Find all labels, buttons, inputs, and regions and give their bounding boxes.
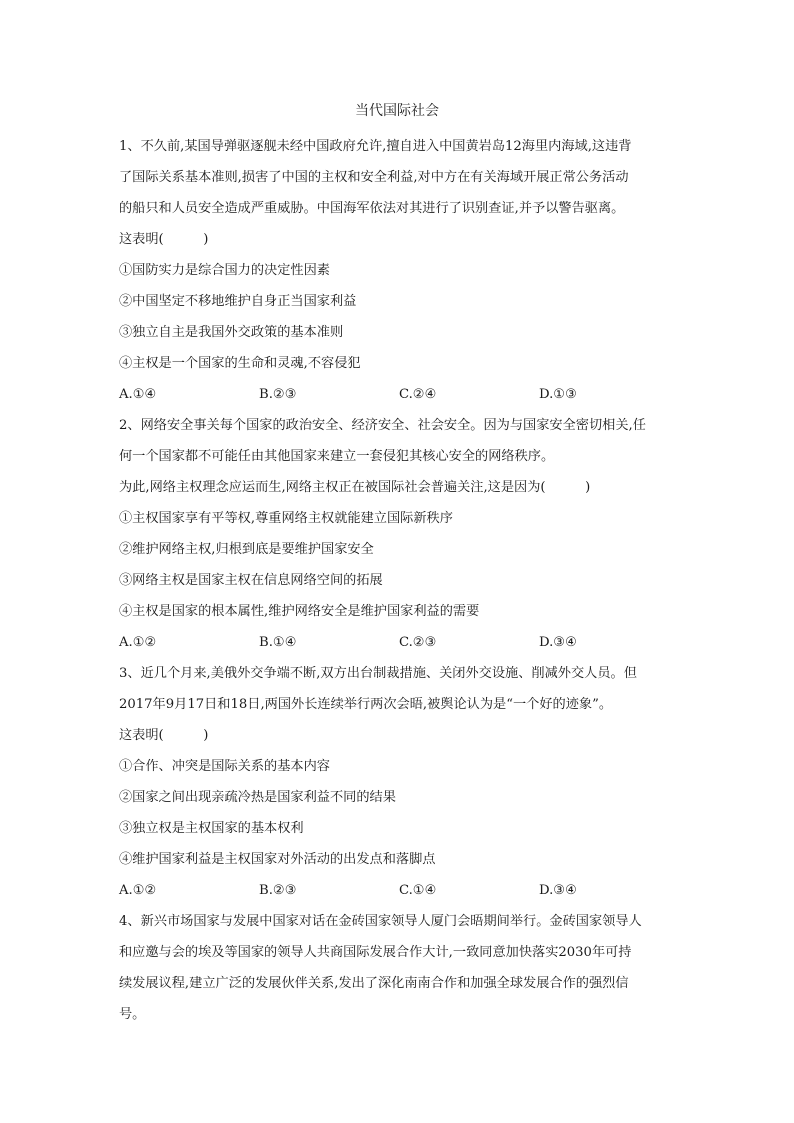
statement-option: ②中国坚定不移地维护自身正当国家利益	[119, 294, 357, 309]
question-text-line: 的船只和人员安全造成严重威胁。中国海军依法对其进行了识别查证,并予以警告驱离。	[119, 201, 625, 216]
question-text-line: 何一个国家都不可能任由其他国家来建立一套侵犯其核心安全的网络秩序。	[119, 449, 555, 464]
question-text-line: 2017年9月17日和18日,两国外长连续举行两次会晤,被舆论认为是“一个好的迹象”。	[119, 697, 613, 712]
question-text-line: 这表明( )	[119, 232, 209, 247]
choice-a: A.①②	[119, 883, 157, 898]
statement-option: ①国防实力是综合国力的决定性因素	[119, 263, 330, 278]
statement-option: ②维护网络主权,归根到底是要维护国家安全	[119, 542, 374, 557]
choice-b: B.①④	[259, 635, 297, 650]
question-text-line: 号。	[119, 1007, 146, 1022]
statement-option: ②国家之间出现亲疏冷热是国家利益不同的结果	[119, 790, 396, 805]
question-text-line: 4、新兴市场国家与发展中国家对话在金砖国家领导人厦门会晤期间举行。金砖国家领导人	[119, 914, 642, 929]
statement-option: ④主权是国家的根本属性,维护网络安全是维护国家利益的需要	[119, 604, 480, 619]
statement-option: ③网络主权是国家主权在信息网络空间的拓展	[119, 573, 383, 588]
question-1	[119, 131, 679, 410]
question-3	[119, 658, 679, 906]
choice-a: A.①④	[119, 387, 157, 402]
statement-option: ④主权是一个国家的生命和灵魂,不容侵犯	[119, 356, 361, 371]
choice-d: D.③④	[539, 635, 577, 650]
statement-option: ③独立自主是我国外交政策的基本准则	[119, 325, 344, 340]
choice-a: A.①②	[119, 635, 157, 650]
choice-b: B.②③	[259, 387, 297, 402]
choice-c: C.①④	[399, 883, 437, 898]
question-list	[119, 131, 679, 1030]
choice-d: D.③④	[539, 883, 577, 898]
statement-option: ①主权国家享有平等权,尊重网络主权就能建立国际新秩序	[119, 511, 453, 526]
question-text-line: 为此,网络主权理念应运而生,网络主权正在被国际社会普遍关注,这是因为( )	[119, 480, 591, 495]
choice-c: C.②③	[399, 635, 437, 650]
question-text-line: 了国际关系基本准则,损害了中国的主权和安全利益,对中方在有关海域开展正常公务活动	[119, 170, 629, 185]
question-text-line: 续发展议程,建立广泛的发展伙伴关系,发出了深化南南合作和加强全球发展合作的强烈信	[119, 976, 629, 991]
statement-option: ③独立权是主权国家的基本权利	[119, 821, 304, 836]
answer-choices	[119, 379, 679, 410]
question-text-line: 3、近几个月来,美俄外交争端不断,双方出台制裁措施、关闭外交设施、削减外交人员。但	[119, 666, 637, 681]
choice-c: C.②④	[399, 387, 437, 402]
statement-option: ①合作、冲突是国际关系的基本内容	[119, 759, 330, 774]
question-4	[119, 906, 679, 1030]
question-text-line: 和应邀与会的埃及等国家的领导人共商国际发展合作大计,一致同意加快落实2030年可持	[119, 945, 632, 960]
choice-d: D.①③	[539, 387, 577, 402]
page-title: 当代国际社会	[355, 103, 439, 119]
question-text-line: 1、不久前,某国导弹驱逐舰未经中国政府允许,擅自进入中国黄岩岛12海里内海域,这违背	[119, 139, 632, 154]
question-text-line: 2、网络安全事关每个国家的政治安全、经济安全、社会安全。因为与国家安全密切相关,任	[119, 418, 646, 433]
answer-choices	[119, 875, 679, 906]
question-2	[119, 410, 679, 658]
choice-b: B.②③	[259, 883, 297, 898]
statement-option: ④维护国家利益是主权国家对外活动的出发点和落脚点	[119, 852, 436, 867]
answer-choices	[119, 627, 679, 658]
question-text-line: 这表明( )	[119, 728, 209, 743]
